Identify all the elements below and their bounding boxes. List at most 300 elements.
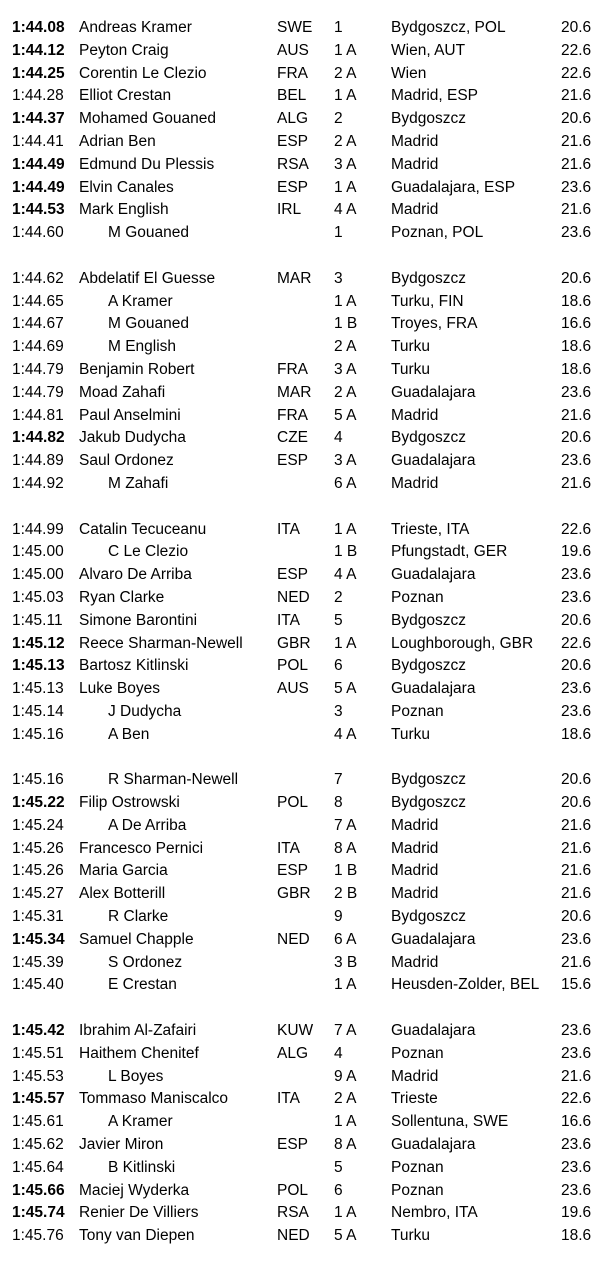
- race-place: 1: [334, 224, 343, 242]
- race-date: 20.6: [561, 269, 592, 287]
- race-place: 3 B: [334, 953, 358, 971]
- athlete-name: A De Arriba: [108, 816, 187, 834]
- venue: Madrid: [391, 132, 439, 150]
- race-place: 9: [334, 908, 343, 926]
- athlete-name: Andreas Kramer: [79, 19, 192, 36]
- race-date: 20.6: [561, 19, 592, 36]
- nationality: ESP: [277, 132, 309, 150]
- race-date: 20.6: [561, 771, 592, 789]
- result-time: 1:44.79: [12, 383, 64, 401]
- race-date: 21.6: [561, 953, 592, 971]
- result-time: 1:45.16: [12, 771, 64, 789]
- athlete-name: R Clarke: [108, 908, 169, 926]
- race-date: 21.6: [561, 839, 592, 857]
- race-place: 5 A: [334, 1227, 357, 1245]
- nationality: CZE: [277, 429, 308, 447]
- result-time: 1:45.12: [12, 634, 65, 652]
- venue: Bydgoszcz: [391, 611, 466, 629]
- nationality: POL: [277, 794, 309, 812]
- race-date: 18.6: [561, 292, 592, 310]
- athlete-name: Saul Ordonez: [79, 452, 174, 470]
- race-date: 18.6: [561, 725, 592, 743]
- nationality: NED: [277, 930, 310, 948]
- result-time: 1:44.69: [12, 338, 64, 356]
- athlete-name: Alex Botterill: [79, 885, 166, 903]
- athlete-name: M Gouaned: [108, 224, 189, 242]
- athlete-name: Tony van Diepen: [79, 1227, 195, 1245]
- nationality: NED: [277, 588, 310, 606]
- venue: Turku: [391, 1227, 431, 1245]
- result-row: [0, 769, 609, 792]
- result-row: [0, 291, 609, 314]
- venue: Madrid: [391, 862, 439, 880]
- race-date: 20.6: [561, 794, 592, 812]
- race-date: 21.6: [561, 87, 592, 105]
- result-row: [0, 1180, 609, 1203]
- result-time: 1:45.16: [12, 725, 64, 743]
- athlete-name: Maria Garcia: [79, 862, 168, 880]
- result-row: [0, 427, 609, 450]
- group-spacer: [0, 747, 609, 770]
- nationality: KUW: [277, 1022, 314, 1040]
- athlete-name: M English: [108, 338, 177, 356]
- venue: Madrid: [391, 1067, 439, 1085]
- result-row: [0, 519, 609, 542]
- race-date: 20.6: [561, 908, 592, 926]
- venue: Nembro, ITA: [391, 1204, 478, 1222]
- race-place: 1 A: [334, 976, 357, 994]
- venue: Guadalajara: [391, 566, 476, 584]
- result-row: [0, 63, 609, 86]
- result-time: 1:45.57: [12, 1090, 65, 1108]
- result-row: [0, 268, 609, 291]
- result-time: 1:45.03: [12, 588, 64, 606]
- race-place: 3 A: [334, 155, 357, 173]
- nationality: ITA: [277, 1090, 300, 1108]
- venue: Guadalajara: [391, 930, 476, 948]
- result-row: [0, 952, 609, 975]
- result-row: [0, 701, 609, 724]
- race-place: 5 A: [334, 406, 357, 424]
- race-date: 20.6: [561, 429, 592, 447]
- race-place: 4 A: [334, 201, 357, 219]
- result-row: [0, 610, 609, 633]
- result-row: [0, 587, 609, 610]
- race-date: 23.6: [561, 178, 592, 196]
- venue: Troyes, FRA: [391, 315, 478, 333]
- result-time: 1:44.65: [12, 292, 64, 310]
- venue: Poznan: [391, 1158, 444, 1176]
- result-row: [0, 655, 609, 678]
- athlete-name: Moad Zahafi: [79, 383, 166, 401]
- race-place: 1 A: [334, 292, 357, 310]
- nationality: ESP: [277, 178, 309, 196]
- race-place: 6 A: [334, 474, 357, 492]
- race-place: 1 A: [334, 1113, 357, 1131]
- venue: Turku: [391, 338, 431, 356]
- result-row: [0, 1066, 609, 1089]
- race-place: 1 B: [334, 543, 358, 561]
- nationality: FRA: [277, 64, 308, 82]
- result-time: 1:44.60: [12, 224, 64, 242]
- result-row: [0, 906, 609, 929]
- race-place: 1 A: [334, 41, 357, 59]
- result-row: [0, 860, 609, 883]
- result-time: 1:45.51: [12, 1044, 64, 1062]
- result-time: 1:45.76: [12, 1227, 64, 1245]
- athlete-name: Elliot Crestan: [79, 87, 172, 105]
- athlete-name: Luke Boyes: [79, 680, 160, 698]
- race-place: 2 A: [334, 64, 357, 82]
- venue: Bydgoszcz: [391, 657, 466, 675]
- venue: Guadalajara: [391, 383, 476, 401]
- nationality: BEL: [277, 87, 307, 105]
- venue: Bydgoszcz, POL: [391, 19, 506, 36]
- race-place: 1 A: [334, 178, 357, 196]
- result-time: 1:45.39: [12, 953, 64, 971]
- nationality: AUS: [277, 680, 309, 698]
- result-time: 1:44.41: [12, 132, 64, 150]
- venue: Poznan: [391, 702, 444, 720]
- race-place: 2 B: [334, 885, 358, 903]
- result-row: [0, 382, 609, 405]
- result-time: 1:44.67: [12, 315, 64, 333]
- result-time: 1:45.13: [12, 657, 65, 675]
- result-time: 1:45.64: [12, 1158, 64, 1176]
- venue: Bydgoszcz: [391, 110, 466, 128]
- athlete-name: Benjamin Robert: [79, 360, 195, 378]
- athlete-name: Adrian Ben: [79, 132, 156, 150]
- result-row: [0, 724, 609, 747]
- nationality: GBR: [277, 885, 311, 903]
- result-time: 1:45.26: [12, 862, 64, 880]
- nationality: ESP: [277, 1136, 309, 1154]
- venue: Bydgoszcz: [391, 429, 466, 447]
- result-row: [0, 177, 609, 200]
- result-time: 1:44.82: [12, 429, 65, 447]
- result-time: 1:44.49: [12, 178, 65, 196]
- nationality: SWE: [277, 19, 313, 36]
- race-date: 22.6: [561, 41, 592, 59]
- result-row: [0, 1157, 609, 1180]
- race-place: 5 A: [334, 680, 357, 698]
- race-date: 21.6: [561, 474, 592, 492]
- race-date: 21.6: [561, 155, 592, 173]
- venue: Heusden-Zolder, BEL: [391, 976, 540, 994]
- athlete-name: M Gouaned: [108, 315, 189, 333]
- race-date: 21.6: [561, 816, 592, 834]
- race-place: 5: [334, 611, 343, 629]
- athlete-name: Haithem Chenitef: [79, 1044, 199, 1062]
- result-time: 1:44.49: [12, 155, 65, 173]
- venue: Trieste: [391, 1090, 438, 1108]
- venue: Madrid: [391, 201, 439, 219]
- athlete-name: L Boyes: [108, 1067, 164, 1085]
- nationality: ALG: [277, 1044, 309, 1062]
- result-time: 1:44.08: [12, 19, 65, 36]
- race-date: 20.6: [561, 657, 592, 675]
- athlete-name: Edmund Du Plessis: [79, 155, 215, 173]
- nationality: ITA: [277, 611, 300, 629]
- race-place: 3: [334, 269, 343, 287]
- athlete-name: Peyton Craig: [79, 41, 169, 59]
- nationality: AUS: [277, 41, 309, 59]
- venue: Madrid: [391, 839, 439, 857]
- venue: Madrid: [391, 953, 439, 971]
- result-row: [0, 154, 609, 177]
- race-date: 23.6: [561, 224, 592, 242]
- race-date: 22.6: [561, 1090, 592, 1108]
- race-place: 1: [334, 19, 343, 36]
- athlete-name: S Ordonez: [108, 953, 183, 971]
- result-time: 1:45.11: [12, 611, 63, 629]
- race-place: 2 A: [334, 383, 357, 401]
- athlete-name: R Sharman-Newell: [108, 771, 239, 789]
- venue: Madrid: [391, 885, 439, 903]
- venue: Turku, FIN: [391, 292, 464, 310]
- athlete-name: E Crestan: [108, 976, 177, 994]
- result-time: 1:45.53: [12, 1067, 64, 1085]
- race-date: 23.6: [561, 1158, 592, 1176]
- result-time: 1:44.89: [12, 452, 64, 470]
- race-date: 18.6: [561, 338, 592, 356]
- nationality: POL: [277, 657, 309, 675]
- result-row: [0, 1225, 609, 1248]
- race-place: 4 A: [334, 725, 357, 743]
- athlete-name: Maciej Wyderka: [79, 1181, 190, 1199]
- result-time: 1:45.00: [12, 543, 64, 561]
- athlete-name: Javier Miron: [79, 1136, 164, 1154]
- venue: Madrid: [391, 406, 439, 424]
- race-date: 18.6: [561, 1227, 592, 1245]
- race-place: 7 A: [334, 816, 357, 834]
- race-date: 21.6: [561, 132, 592, 150]
- result-time: 1:45.40: [12, 976, 64, 994]
- athlete-name: Alvaro De Arriba: [79, 566, 192, 584]
- group-spacer: [0, 496, 609, 519]
- nationality: ALG: [277, 110, 309, 128]
- result-row: [0, 199, 609, 222]
- venue: Bydgoszcz: [391, 269, 466, 287]
- venue: Poznan: [391, 1181, 444, 1199]
- race-place: 3: [334, 702, 343, 720]
- athlete-name: Jakub Dudycha: [79, 429, 186, 447]
- result-time: 1:45.62: [12, 1136, 64, 1154]
- venue: Poznan: [391, 1044, 444, 1062]
- result-row: [0, 929, 609, 952]
- race-place: 3 A: [334, 360, 357, 378]
- result-time: 1:45.27: [12, 885, 64, 903]
- group-spacer: [0, 245, 609, 268]
- athlete-name: Tommaso Maniscalco: [79, 1090, 229, 1108]
- venue: Guadalajara: [391, 680, 476, 698]
- result-row: [0, 336, 609, 359]
- race-date: 21.6: [561, 1067, 592, 1085]
- athlete-name: Reece Sharman-Newell: [79, 634, 243, 652]
- result-time: 1:45.22: [12, 794, 65, 812]
- venue: Madrid: [391, 474, 439, 492]
- result-time: 1:45.13: [12, 680, 64, 698]
- athlete-name: Renier De Villiers: [79, 1204, 199, 1222]
- result-row: [0, 1202, 609, 1225]
- race-date: 18.6: [561, 360, 592, 378]
- race-place: 5: [334, 1158, 343, 1176]
- race-place: 4: [334, 1044, 343, 1062]
- result-time: 1:44.92: [12, 474, 64, 492]
- nationality: ESP: [277, 452, 309, 470]
- venue: Madrid, ESP: [391, 87, 479, 105]
- athlete-name: Simone Barontini: [79, 611, 198, 629]
- venue: Bydgoszcz: [391, 771, 466, 789]
- race-date: 22.6: [561, 520, 592, 538]
- race-date: 20.6: [561, 611, 592, 629]
- athlete-name: M Zahafi: [108, 474, 169, 492]
- race-place: 1 B: [334, 862, 358, 880]
- race-place: 1 B: [334, 315, 358, 333]
- result-time: 1:44.37: [12, 110, 65, 128]
- race-date: 23.6: [561, 588, 592, 606]
- race-date: 23.6: [561, 1044, 592, 1062]
- result-time: 1:45.61: [12, 1113, 64, 1131]
- group-spacer: [0, 997, 609, 1020]
- result-row: [0, 222, 609, 245]
- result-time: 1:45.31: [12, 908, 64, 926]
- athlete-name: B Kitlinski: [108, 1158, 176, 1176]
- result-time: 1:45.74: [12, 1204, 65, 1222]
- race-date: 23.6: [561, 702, 592, 720]
- venue: Trieste, ITA: [391, 520, 470, 538]
- race-date: 19.6: [561, 1204, 592, 1222]
- race-place: 7 A: [334, 1022, 357, 1040]
- result-row: [0, 359, 609, 382]
- result-row: [0, 40, 609, 63]
- race-date: 19.6: [561, 543, 592, 561]
- venue: Bydgoszcz: [391, 908, 466, 926]
- venue: Turku: [391, 360, 431, 378]
- result-row: [0, 678, 609, 701]
- race-place: 6: [334, 657, 343, 675]
- nationality: ITA: [277, 839, 300, 857]
- venue: Guadalajara: [391, 1022, 476, 1040]
- race-place: 2 A: [334, 132, 357, 150]
- athlete-name: A Kramer: [108, 1113, 173, 1131]
- result-time: 1:44.12: [12, 41, 65, 59]
- race-place: 1 A: [334, 634, 357, 652]
- race-date: 16.6: [561, 1113, 592, 1131]
- race-date: 21.6: [561, 201, 592, 219]
- result-time: 1:45.42: [12, 1022, 65, 1040]
- race-date: 23.6: [561, 1022, 592, 1040]
- athlete-name: J Dudycha: [108, 702, 182, 720]
- result-time: 1:44.62: [12, 269, 64, 287]
- nationality: GBR: [277, 634, 311, 652]
- result-time: 1:45.66: [12, 1181, 65, 1199]
- nationality: IRL: [277, 201, 302, 219]
- result-row: [0, 405, 609, 428]
- race-place: 4 A: [334, 566, 357, 584]
- athlete-name: Filip Ostrowski: [79, 794, 180, 812]
- result-row: [0, 450, 609, 473]
- result-row: [0, 541, 609, 564]
- result-row: [0, 564, 609, 587]
- nationality: MAR: [277, 383, 312, 401]
- athlete-name: Paul Anselmini: [79, 406, 181, 424]
- result-row: [0, 633, 609, 656]
- result-row: [0, 1020, 609, 1043]
- nationality: ESP: [277, 566, 309, 584]
- race-place: 6: [334, 1181, 343, 1199]
- nationality: FRA: [277, 406, 308, 424]
- result-row: [0, 1134, 609, 1157]
- venue: Loughborough, GBR: [391, 634, 534, 652]
- race-place: 9 A: [334, 1067, 357, 1085]
- race-date: 21.6: [561, 862, 592, 880]
- venue: Madrid: [391, 155, 439, 173]
- nationality: RSA: [277, 155, 309, 173]
- race-date: 20.6: [561, 110, 592, 128]
- result-time: 1:45.00: [12, 566, 64, 584]
- venue: Guadalajara, ESP: [391, 178, 516, 196]
- result-row: [0, 473, 609, 496]
- result-row: [0, 131, 609, 154]
- result-time: 1:44.79: [12, 360, 64, 378]
- nationality: MAR: [277, 269, 312, 287]
- race-date: 21.6: [561, 406, 592, 424]
- race-place: 4: [334, 429, 343, 447]
- venue: Pfungstadt, GER: [391, 543, 508, 561]
- race-date: 23.6: [561, 566, 592, 584]
- venue: Sollentuna, SWE: [391, 1113, 509, 1131]
- race-date: 22.6: [561, 64, 592, 82]
- race-date: 23.6: [561, 680, 592, 698]
- athlete-name: A Ben: [108, 725, 150, 743]
- athlete-name: Abdelatif El Guesse: [79, 269, 216, 287]
- athlete-name: Mohamed Gouaned: [79, 110, 217, 128]
- nationality: POL: [277, 1181, 309, 1199]
- athlete-name: C Le Clezio: [108, 543, 189, 561]
- race-date: 23.6: [561, 1136, 592, 1154]
- venue: Wien, AUT: [391, 41, 466, 59]
- venue: Bydgoszcz: [391, 794, 466, 812]
- race-place: 2: [334, 588, 343, 606]
- result-time: 1:44.28: [12, 87, 64, 105]
- result-row: [0, 1088, 609, 1111]
- race-place: 3 A: [334, 452, 357, 470]
- race-place: 6 A: [334, 930, 357, 948]
- race-place: 7: [334, 771, 343, 789]
- nationality: RSA: [277, 1204, 309, 1222]
- venue: Madrid: [391, 816, 439, 834]
- result-row: [0, 17, 609, 40]
- athlete-name: Francesco Pernici: [79, 839, 204, 857]
- race-place: 1 A: [334, 1204, 357, 1222]
- race-place: 1 A: [334, 87, 357, 105]
- athlete-name: Bartosz Kitlinski: [79, 657, 189, 675]
- race-date: 21.6: [561, 885, 592, 903]
- race-place: 2 A: [334, 1090, 357, 1108]
- nationality: FRA: [277, 360, 308, 378]
- race-place: 2 A: [334, 338, 357, 356]
- race-date: 23.6: [561, 452, 592, 470]
- athlete-name: Ibrahim Al-Zafairi: [79, 1022, 197, 1040]
- race-date: 23.6: [561, 383, 592, 401]
- athlete-name: Corentin Le Clezio: [79, 64, 207, 82]
- venue: Guadalajara: [391, 452, 476, 470]
- race-place: 8 A: [334, 839, 357, 857]
- result-row: [0, 883, 609, 906]
- result-row: [0, 85, 609, 108]
- athlete-name: A Kramer: [108, 292, 173, 310]
